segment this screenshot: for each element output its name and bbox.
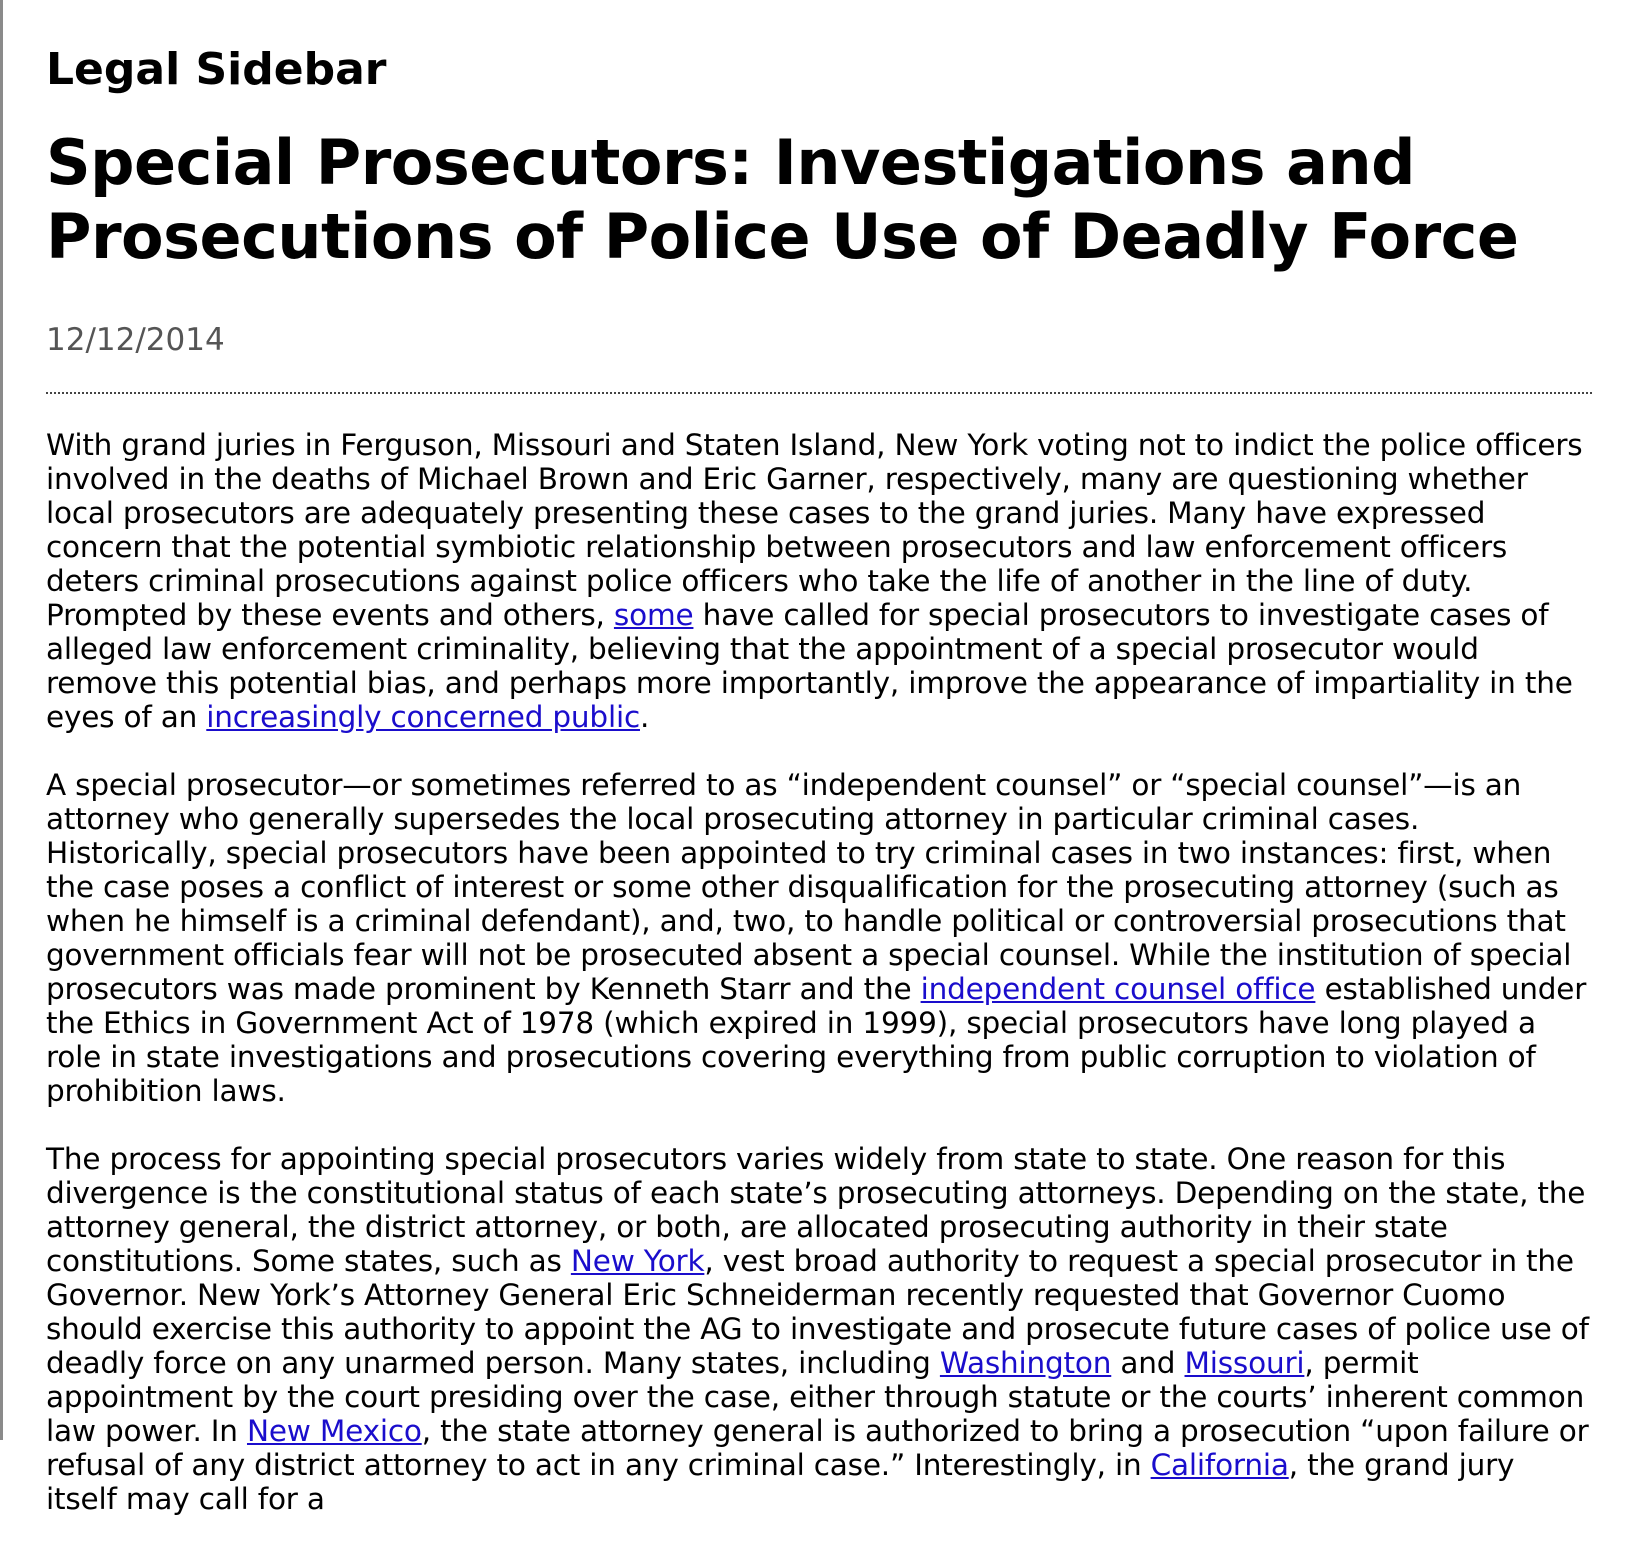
- left-margin-rule: [0, 0, 3, 1440]
- paragraph-text: A special prosecutor—or sometimes referred to as “independent counsel” or “special counsel”—is an attorney who generally supersedes the local prosecuting attorney in particular criminal cases. Historically, special prosecutors have been appointed to try criminal cases in two instances: first, when the case poses a conflict of interest or some other disqualification for the prosecuting attorney (such as when he himself is a criminal defendant), and, two, to handle political or controversial prosecutions that government officials fear will not be prosecuted absent a special counsel. While the institution of special prosecutors was made prominent by Kenneth Starr and the: [46, 768, 1572, 1006]
- link-california[interactable]: California: [1150, 1448, 1289, 1482]
- link-missouri[interactable]: Missouri: [1184, 1346, 1305, 1380]
- paragraph-3: [46, 1142, 1592, 1516]
- paragraph-text: , permit appointment by the court presiding over the case, either through statute or the courts’ inherent common law power. In: [46, 1346, 1585, 1448]
- page-title: [46, 126, 1592, 274]
- paragraph-text: With grand juries in Ferguson, Missouri and Staten Island, New York voting not to indict the police officers involved in the deaths of Michael Brown and Eric Garner, respectively, many are questioning whether local prosecutors are adequately presenting these cases to the grand juries. Many have expressed concern that the potential symbiotic relationship between prosecutors and law enforcement officers deters criminal prosecutions against police officers who take the life of another in the line of duty. Prompted by these events and others,: [46, 428, 1583, 632]
- paragraph-text: , the state attorney general is authorized to bring a prosecution “upon failure or refusal of any district attorney to act in any criminal case.” Interestingly, in: [46, 1414, 1589, 1482]
- title-line-2: Prosecutions of Police Use of Deadly Force: [46, 200, 1519, 273]
- link-some[interactable]: some: [613, 598, 694, 632]
- paragraph-text: and: [1111, 1346, 1185, 1380]
- publication-date: 12/12/2014: [46, 322, 225, 358]
- link-washington[interactable]: Washington: [939, 1346, 1112, 1380]
- title-line-1: Special Prosecutors: Investigations and: [46, 126, 1415, 199]
- section-label: Legal Sidebar: [46, 44, 387, 95]
- paragraph-1: [46, 428, 1592, 734]
- paragraph-text: The process for appointing special prosecutors varies widely from state to state. One reason for this divergence is the constitutional status of each state’s prosecuting attorneys. Depending on the state, the attorney general, the district attorney, or both, are allocated prosecuting authority in their state constitutions. Some states, such as: [46, 1142, 1586, 1278]
- paragraph-2: [46, 768, 1592, 1108]
- link-new-york[interactable]: New York: [570, 1244, 705, 1278]
- paragraph-text: .: [639, 700, 650, 734]
- paragraph-text: , the grand jury itself may call for a: [46, 1448, 1515, 1516]
- paragraph-text: , vest broad authority to request a special prosecutor in the Governor. New York’s Attorney General Eric Schneiderman recently requested that Governor Cuomo should exercise this authority to appoint the AG to investigate and prosecute future cases of police use of deadly force on any unarmed person. Many states, including: [46, 1244, 1589, 1380]
- article-body: [46, 428, 1592, 1516]
- paragraph-text: have called for special prosecutors to investigate cases of alleged law enforcement criminality, believing that the appointment of a special prosecutor would remove this potential bias, and perhaps more importantly, improve the appearance of impartiality in the eyes of an: [46, 598, 1573, 734]
- link-independent-counsel-office[interactable]: independent counsel office: [920, 972, 1316, 1006]
- document-content: [46, 0, 1592, 1550]
- paragraph-text: established under the Ethics in Government Act of 1978 (which expired in 1999), special prosecutors have long played a role in state investigations and prosecutions covering everything from public corruption to violation of prohibition laws.: [46, 972, 1587, 1108]
- dotted-divider: [46, 392, 1592, 394]
- link-increasingly-concerned-public[interactable]: increasingly concerned public: [206, 700, 640, 734]
- link-new-mexico[interactable]: New Mexico: [246, 1414, 422, 1448]
